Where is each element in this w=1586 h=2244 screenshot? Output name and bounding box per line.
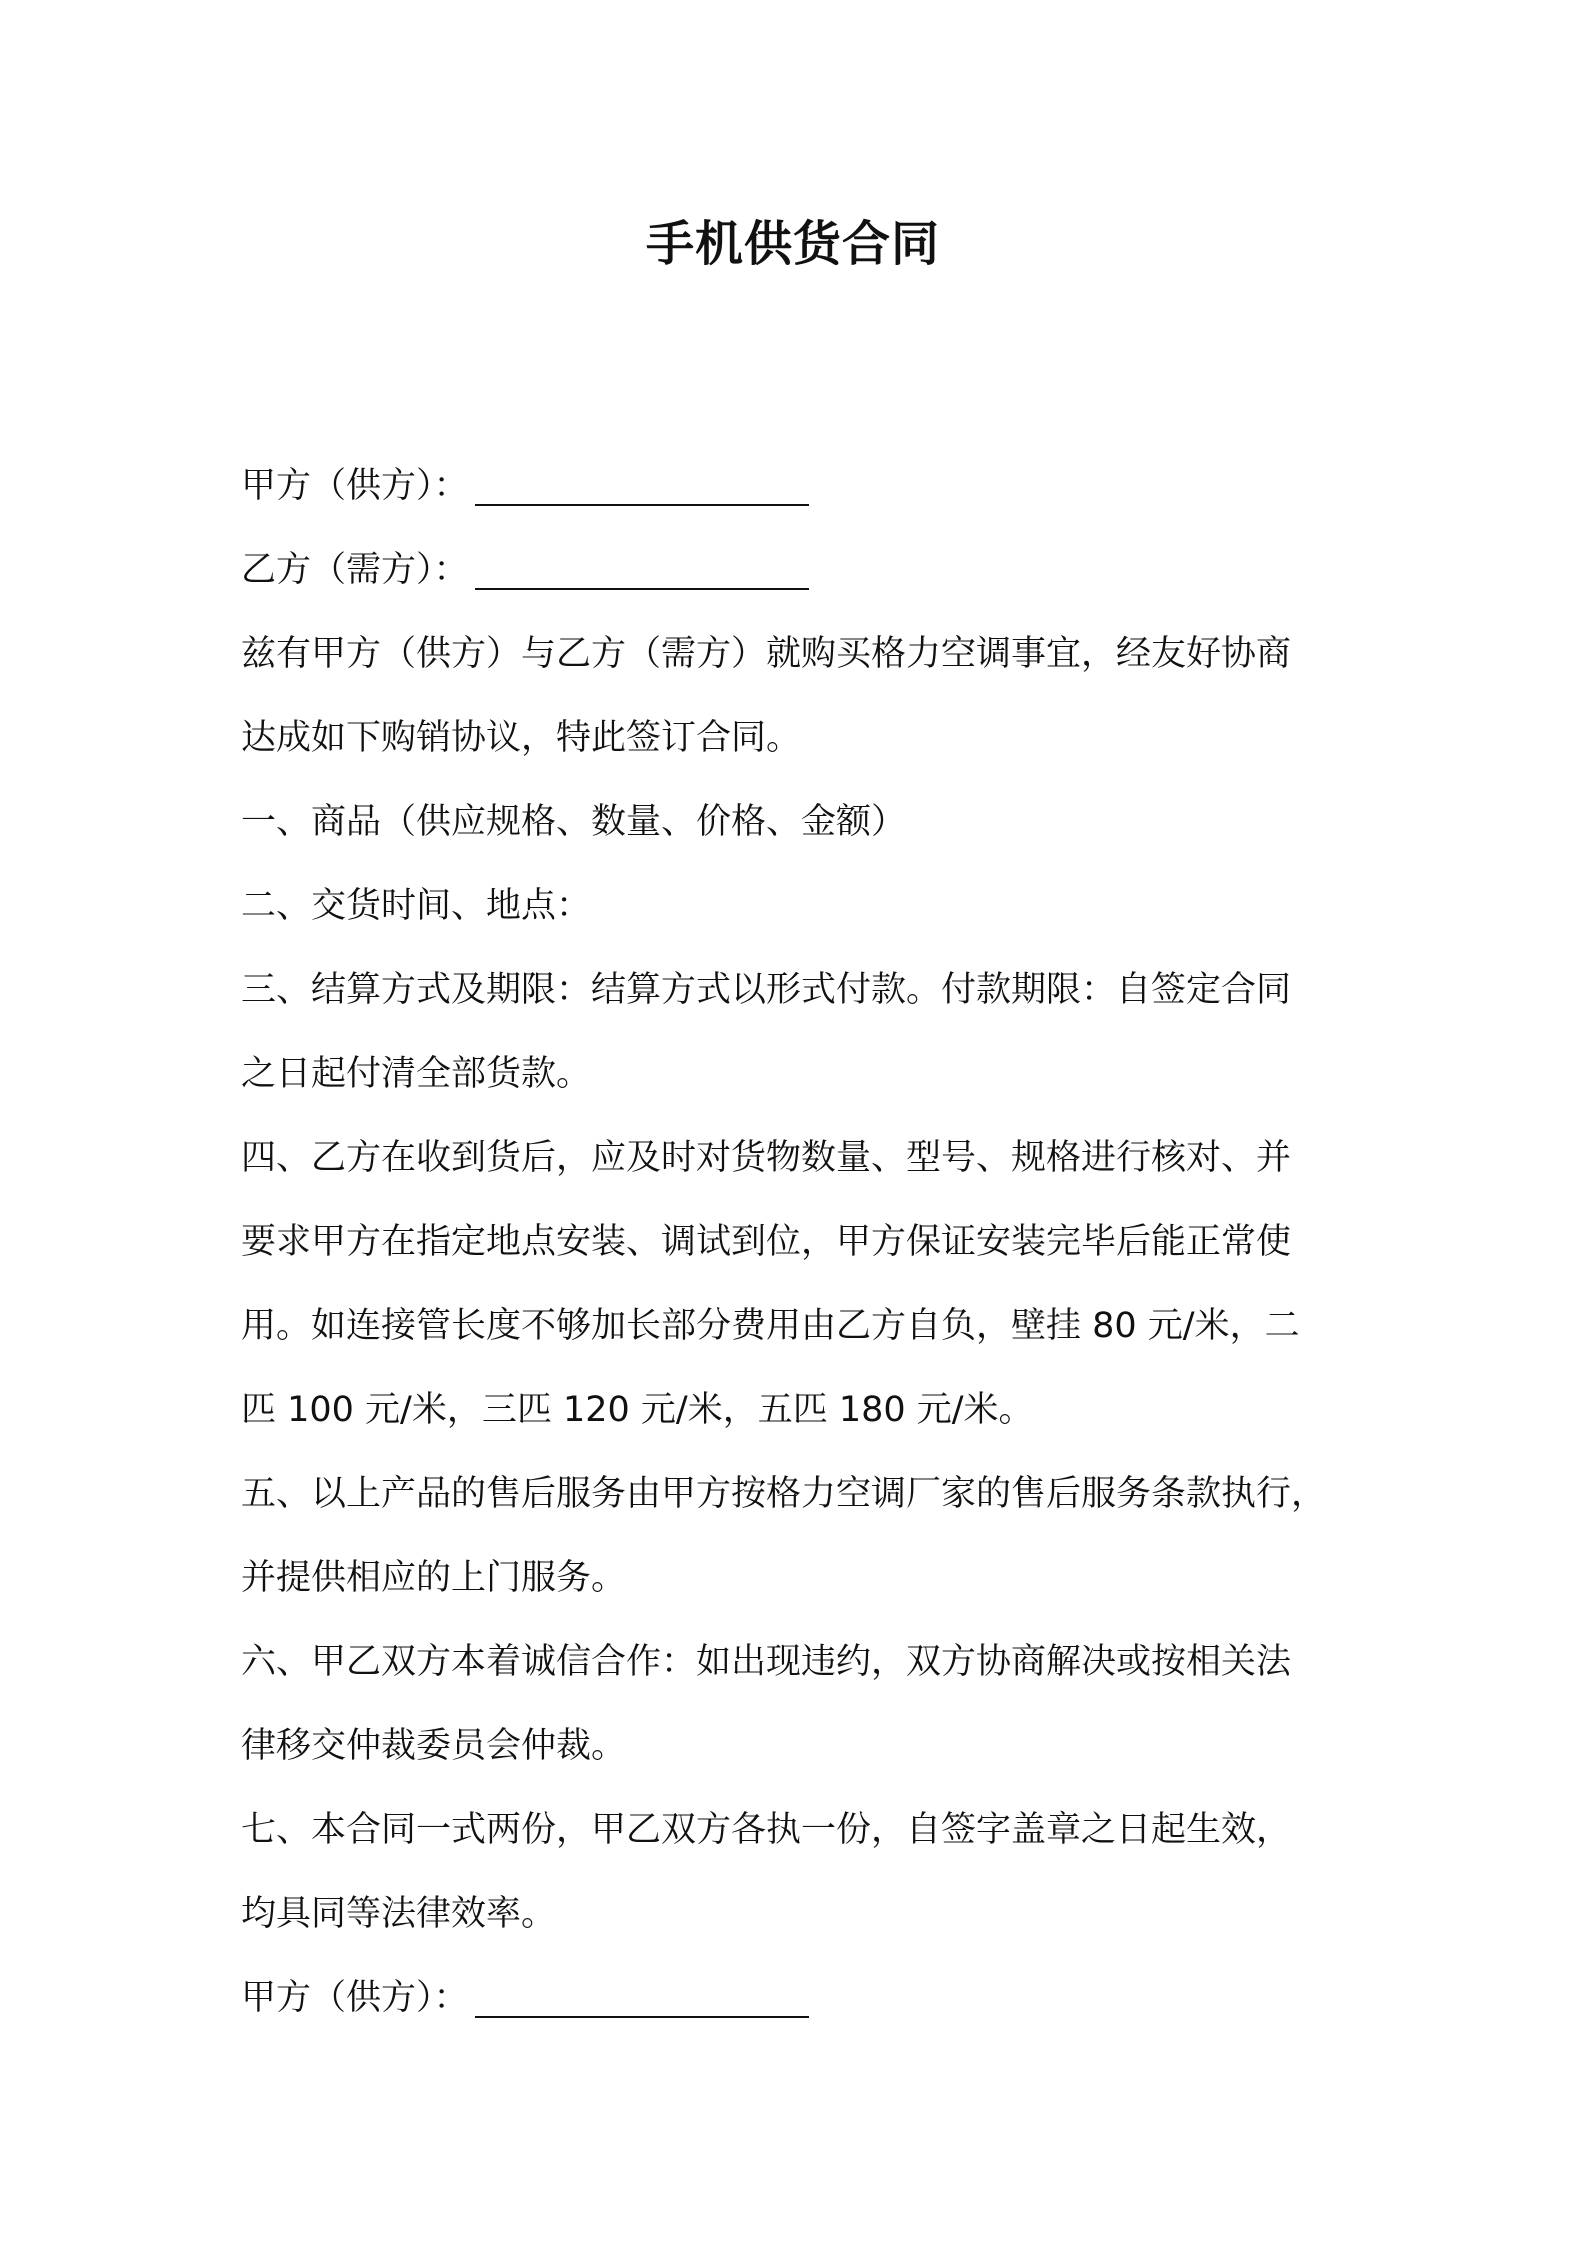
- contract-body: [241, 444, 1401, 2040]
- party-a-blank: [475, 444, 809, 528]
- party-a-line: [241, 444, 1401, 528]
- clause-1-line: 一、商品（供应规格、数量、价格、金额）: [241, 802, 907, 842]
- clause-3-line-2: 之日起付清全部货款。: [241, 1054, 592, 1094]
- clause-5-line-2: 并提供相应的上门服务。: [241, 1558, 627, 1598]
- clause-4-line-1: 四、乙方在收到货后，应及时对货物数量、型号、规格进行核对、并: [241, 1138, 1292, 1178]
- party-b-blank: [475, 528, 809, 612]
- clause-6-line-2: 律移交仲裁委员会仲裁。: [241, 1726, 627, 1766]
- clause-7-line-2: 均具同等法律效率。: [241, 1894, 557, 1934]
- signature-blank: [475, 1956, 809, 2040]
- clause-5-line-1: 五、以上产品的售后服务由甲方按格力空调厂家的售后服务条款执行，: [241, 1474, 1327, 1514]
- preamble-line-2: 达成如下购销协议，特此签订合同。: [241, 718, 802, 758]
- clause-4-line-3: 用。如连接管长度不够加长部分费用由乙方自负，壁挂 80 元/米，二: [241, 1306, 1300, 1346]
- signature-label: 甲方（供方）：: [241, 1978, 469, 2018]
- signature-line: [241, 1956, 1401, 2040]
- party-a-label: 甲方（供方）：: [241, 466, 469, 506]
- clause-4-line-2: 要求甲方在指定地点安装、调试到位，甲方保证安装完毕后能正常使: [241, 1222, 1292, 1262]
- party-b-line: [241, 528, 1401, 612]
- clause-2-line: 二、交货时间、地点：: [241, 886, 592, 926]
- clause-6-line-1: 六、甲乙双方本着诚信合作：如出现违约，双方协商解决或按相关法: [241, 1642, 1292, 1682]
- preamble-line-1: 兹有甲方（供方）与乙方（需方）就购买格力空调事宜，经友好协商: [241, 634, 1292, 674]
- clause-4-line-4: 匹 100 元/米，三匹 120 元/米，五匹 180 元/米。: [241, 1390, 1034, 1430]
- party-b-label: 乙方（需方）：: [241, 550, 469, 590]
- document-title: 手机供货合同: [645, 216, 940, 272]
- clause-7-line-1: 七、本合同一式两份，甲乙双方各执一份，自签字盖章之日起生效，: [241, 1810, 1292, 1850]
- clause-3-line-1: 三、结算方式及期限：结算方式以形式付款。付款期限：自签定合同: [241, 970, 1292, 1010]
